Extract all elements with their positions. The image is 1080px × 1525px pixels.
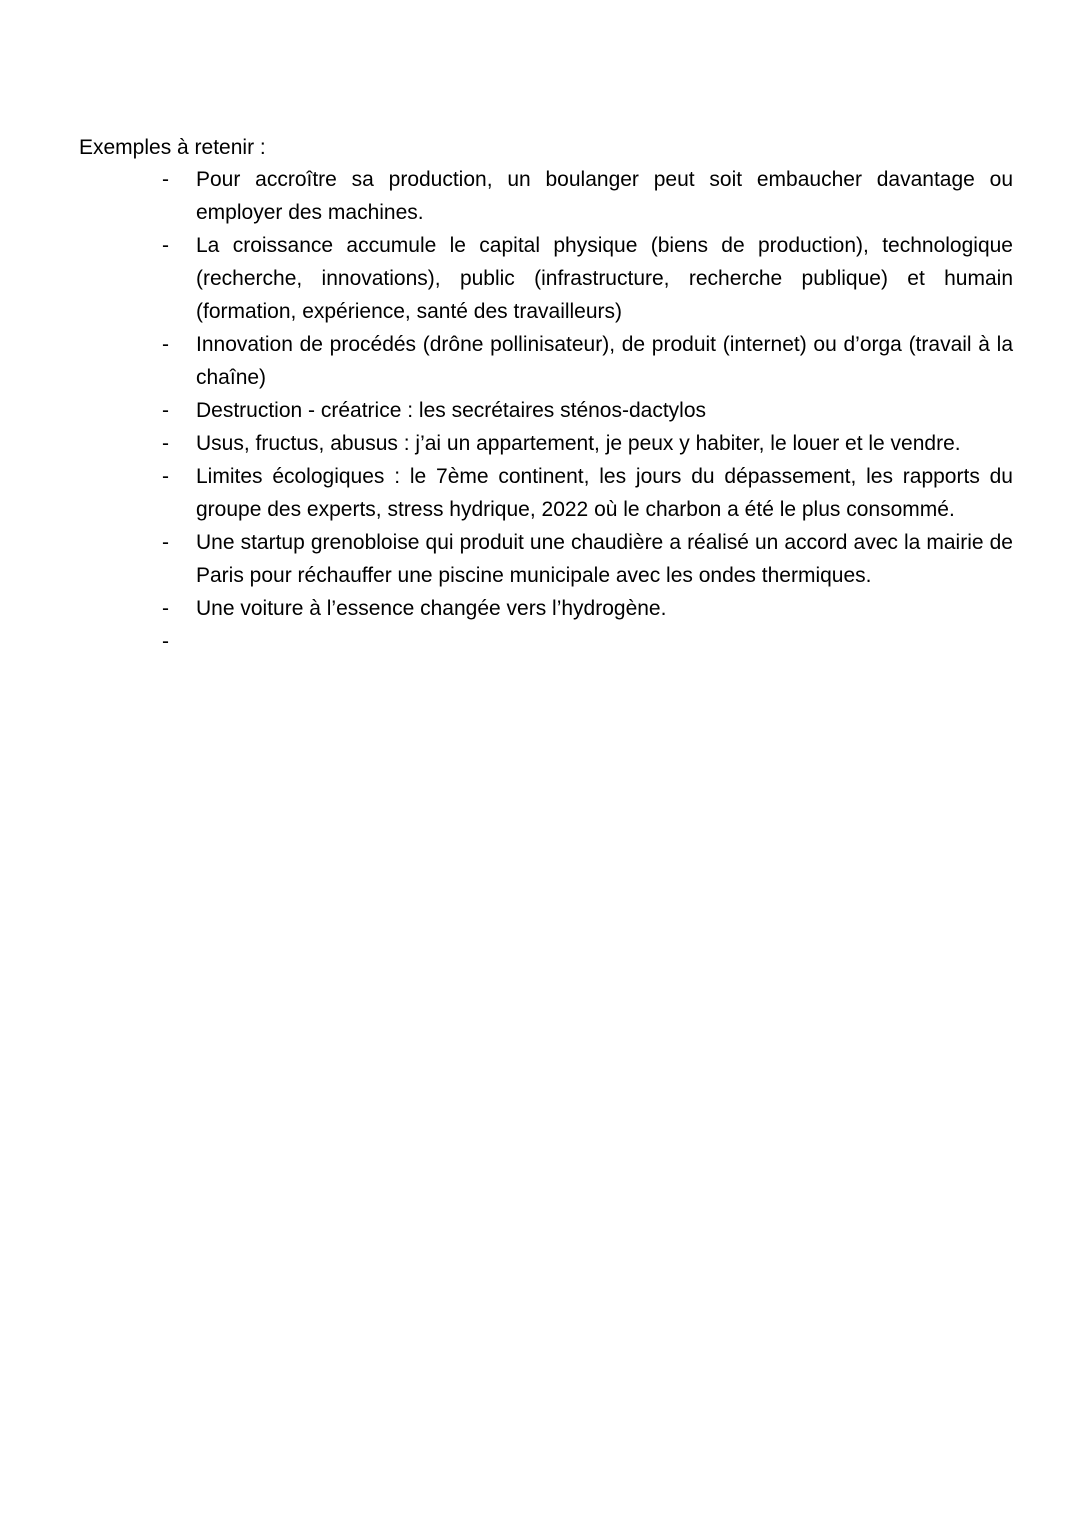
examples-list xyxy=(0,163,1080,658)
list-item-text xyxy=(196,625,1013,658)
bullet-dash: - xyxy=(162,432,169,455)
bullet-dash: - xyxy=(162,333,169,356)
list-item-text: Pour accroître sa production, un boulanger peut soit embaucher davantage ou employer des machines. xyxy=(196,168,1013,224)
list-item-text: Destruction - créatrice : les secrétaires sténos-dactylos xyxy=(196,399,707,422)
list-item xyxy=(0,394,1080,427)
list-item-text: Une startup grenobloise qui produit une chaudière a réalisé un accord avec la mairie de Paris pour réchauffer une piscine municipale avec les ondes thermiques. xyxy=(196,531,1013,587)
bullet-dash: - xyxy=(162,531,169,554)
list-item xyxy=(0,460,1080,526)
list-item xyxy=(0,427,1080,460)
bullet-dash: - xyxy=(162,234,169,257)
list-item-empty xyxy=(0,625,1080,658)
bullet-dash: - xyxy=(162,465,169,488)
bullet-dash: - xyxy=(162,168,169,191)
list-item-text: Une voiture à l’essence changée vers l’hydrogène. xyxy=(196,597,667,620)
list-item-text: Innovation de procédés (drône pollinisateur), de produit (internet) ou d’orga (travail à la chaîne) xyxy=(196,333,1013,389)
list-item xyxy=(0,328,1080,394)
list-item-text: La croissance accumule le capital physique (biens de production), technologique (recherche, innovations), public (infrastructure, recherche publique) et humain (formation, expérience, santé des travailleurs) xyxy=(196,234,1013,323)
list-item xyxy=(0,592,1080,625)
list-item xyxy=(0,163,1080,229)
bullet-dash: - xyxy=(162,399,169,422)
list-item xyxy=(0,526,1080,592)
bullet-dash: - xyxy=(162,630,169,653)
section-heading: Exemples à retenir : xyxy=(79,136,266,159)
list-item xyxy=(0,229,1080,328)
list-item-text: Limites écologiques : le 7ème continent, les jours du dépassement, les rapports du groupe des experts, stress hydrique, 2022 où le charbon a été le plus consommé. xyxy=(196,465,1013,521)
list-item-text: Usus, fructus, abusus : j’ai un appartement, je peux y habiter, le louer et le vendre. xyxy=(196,432,961,455)
bullet-dash: - xyxy=(162,597,169,620)
